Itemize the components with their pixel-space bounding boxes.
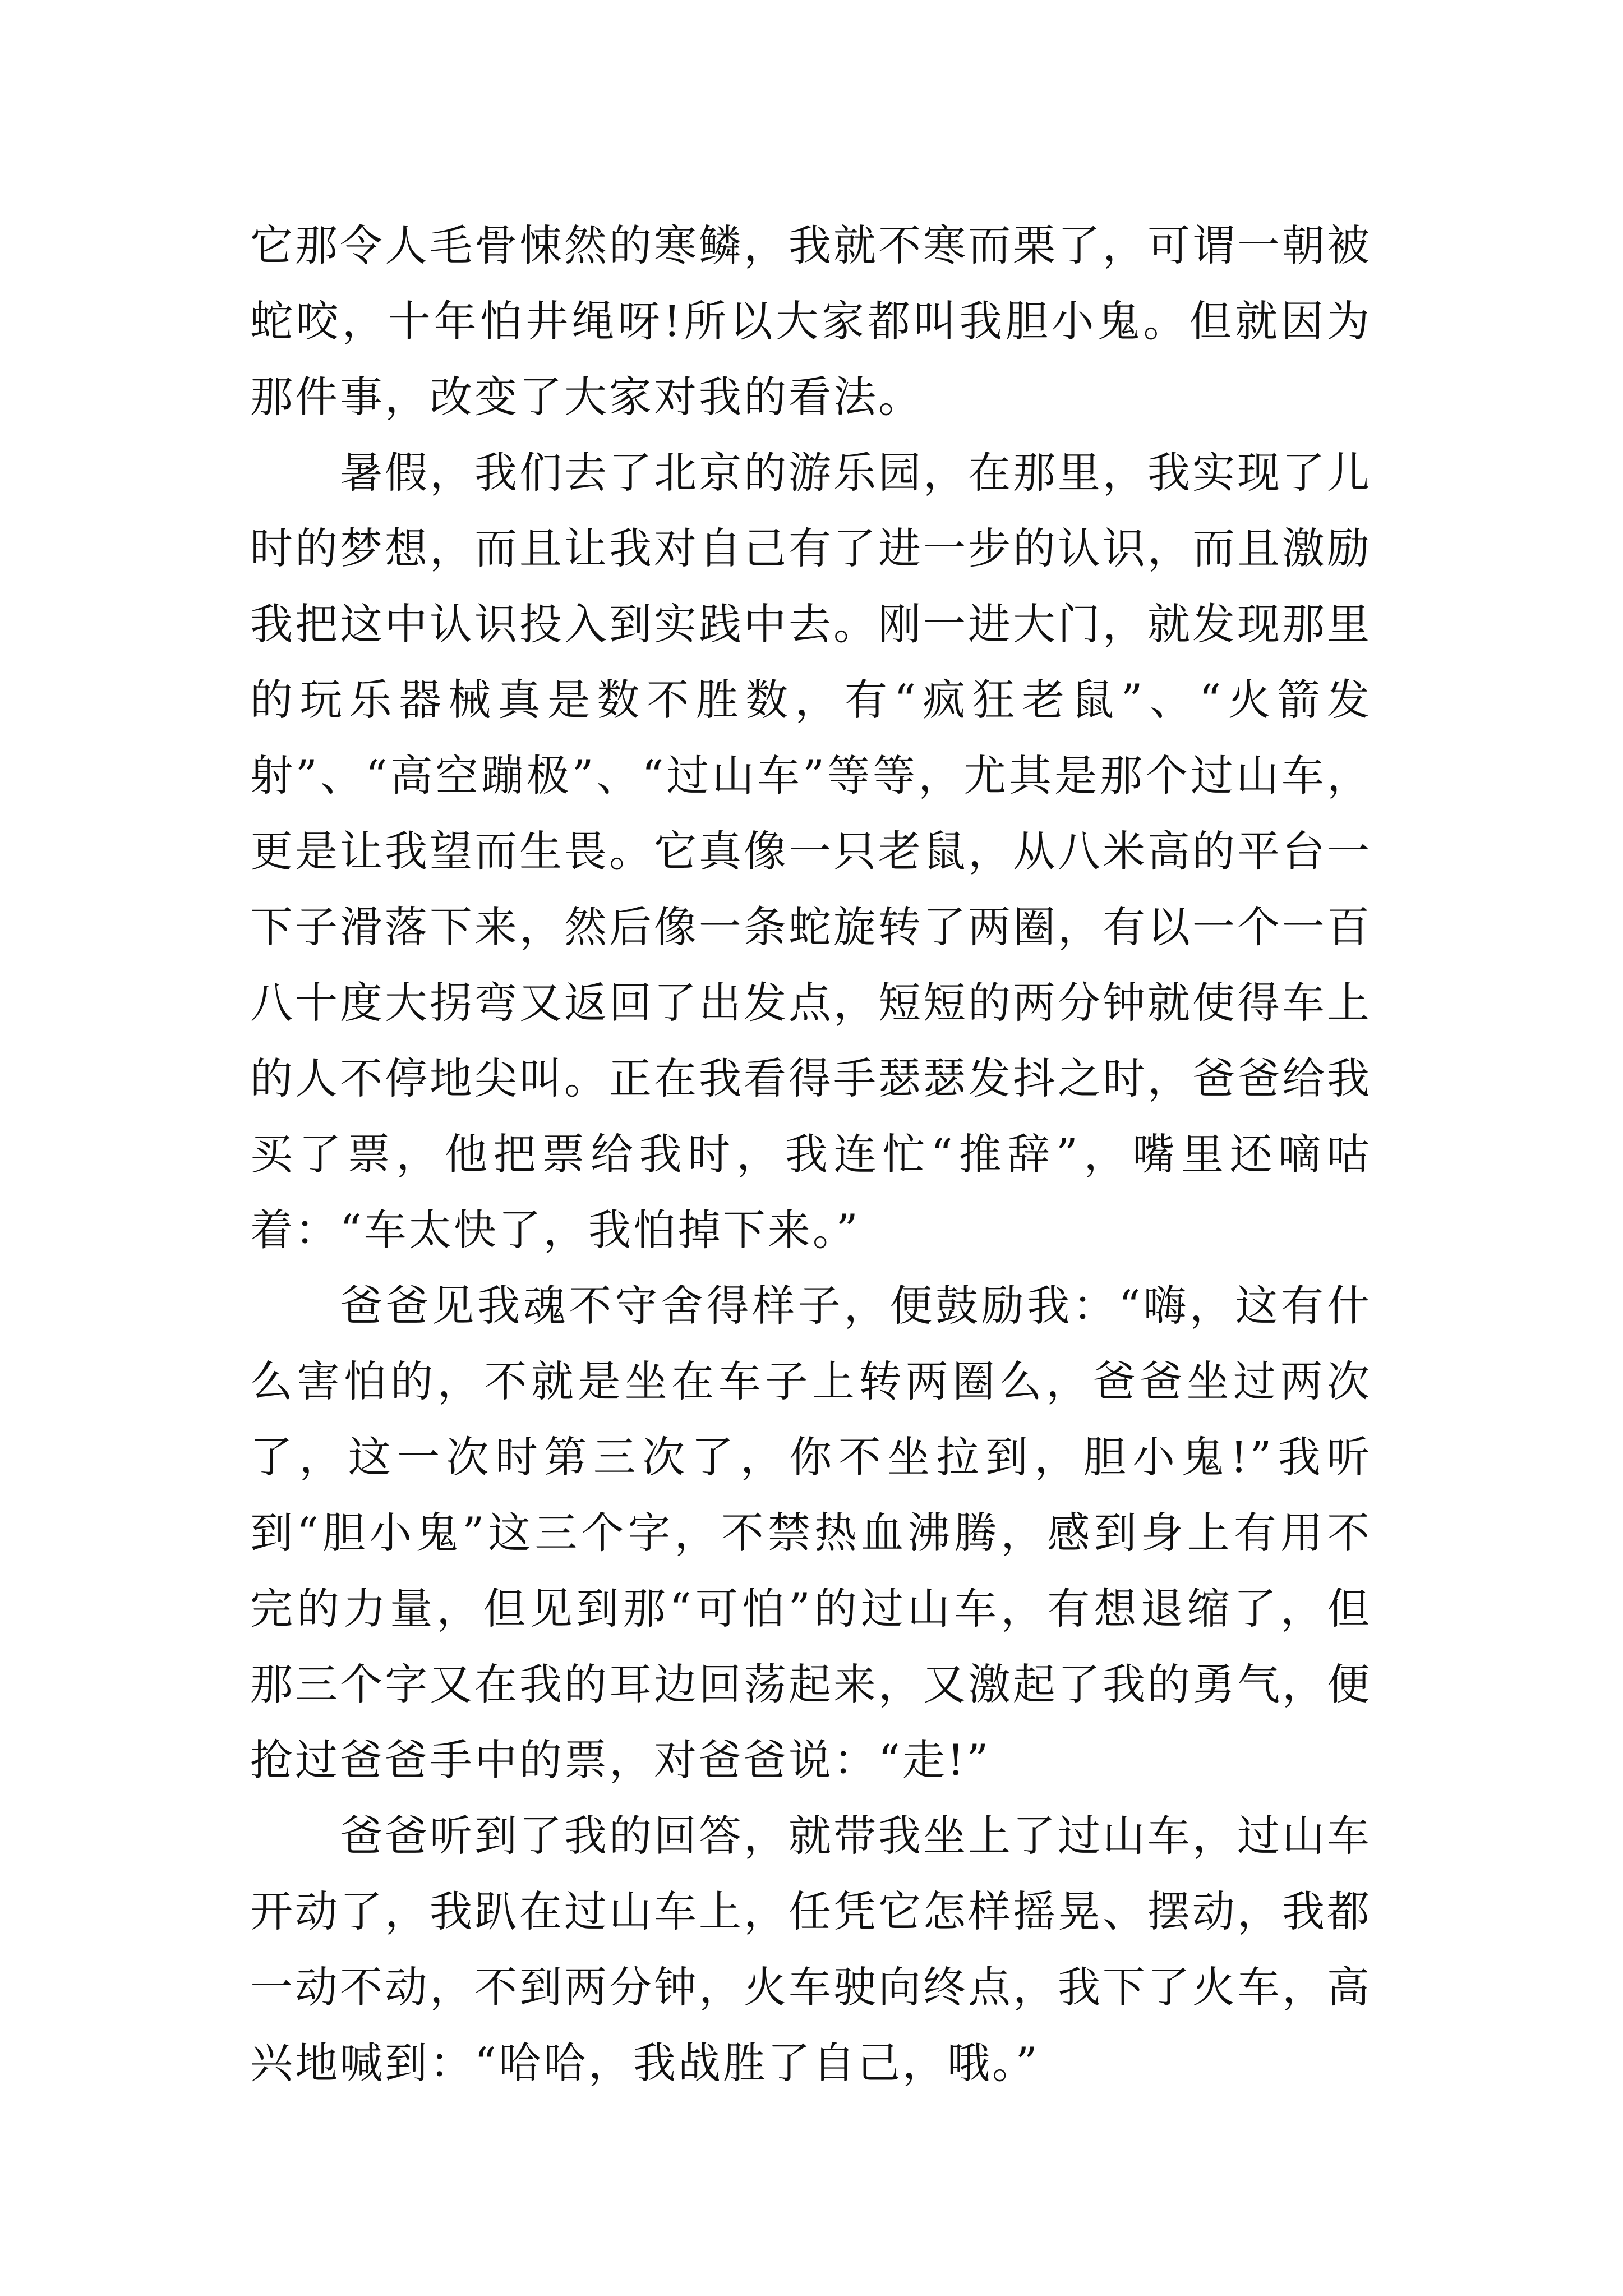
paragraph-4: 爸爸听到了我的回答，就带我坐上了过山车，过山车开动了，我趴在过山车上，任凭它怎样摇晃、摆动，我都一动不动，不到两分钟，火车驶向终点，我下了火车，高兴地喊到：“哈哈，我战胜了自己，哦。”: [250, 1811, 1372, 2088]
paragraph-1: 它那令人毛骨悚然的寒鳞，我就不寒而栗了，可谓一朝被蛇咬，十年怕井绳呀!所以大家都叫我胆小鬼。但就因为那件事，改变了大家对我的看法。: [250, 220, 1372, 422]
paragraph-3: 爸爸见我魂不守舍得样子，便鼓励我：“嗨，这有什么害怕的，不就是坐在车子上转两圈么，爸爸坐过两次了，这一次时第三次了，你不坐拉到，胆小鬼!”我听到“胆小鬼”这三个字，不禁热血沸腾，感到身上有用不完的力量，但见到那“可怕”的过山车，有想退缩了，但那三个字又在我的耳边回荡起来，又激起了我的勇气，便抢过爸爸手中的票，对爸爸说：“走!”: [250, 1281, 1372, 1785]
document-body: [250, 208, 1372, 2101]
paragraph-2: 暑假，我们去了北京的游乐园，在那里，我实现了儿时的梦想，而且让我对自己有了进一步的认识，而且激励我把这中认识投入到实践中去。刚一进大门，就发现那里的玩乐器械真是数不胜数，有“疯狂老鼠”、“火箭发射”、“高空蹦极”、“过山车”等等，尤其是那个过山车，更是让我望而生畏。它真像一只老鼠，从八米高的平台一下子滑落下来，然后像一条蛇旋转了两圈，有以一个一百八十度大拐弯又返回了出发点，短短的两分钟就使得车上的人不停地尖叫。正在我看得手瑟瑟发抖之时，爸爸给我买了票，他把票给我时，我连忙“推辞”，嘴里还嘀咕着：“车太快了，我怕掉下来。”: [250, 448, 1372, 1255]
